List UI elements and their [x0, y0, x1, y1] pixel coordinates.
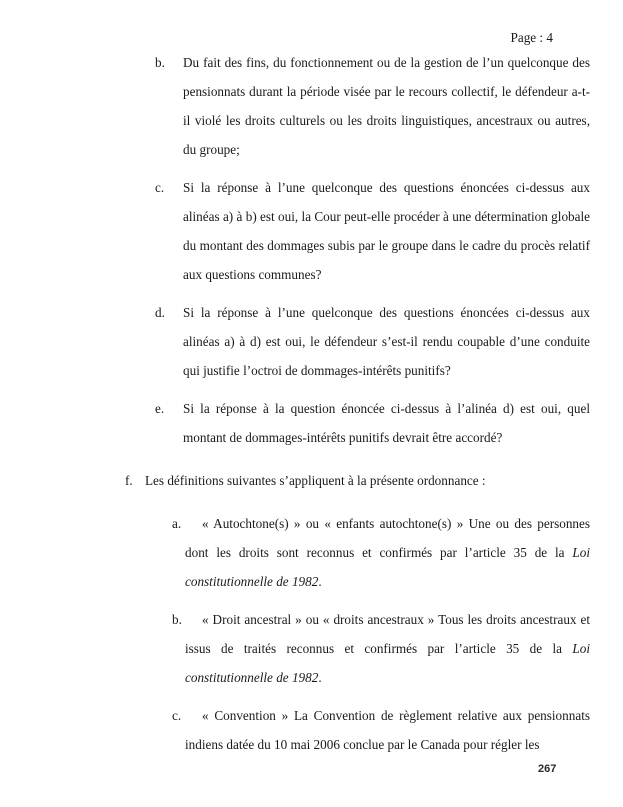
list-marker: c.	[172, 708, 182, 723]
question-item-d	[155, 298, 590, 385]
paragraph-text: Si la réponse à l’une quelconque des questions énoncées ci-dessus aux alinéas a) à b) est oui, la Cour peut-elle procéder à une détermination globale du montant des dommages subis par le groupe dans le cadre du procès relatif aux questions communes?	[183, 180, 590, 282]
paragraph-text: Si la réponse à l’une quelconque des questions énoncées ci-dessus aux alinéas a) à d) est oui, le défendeur s’est-il rendu coupable d’une conduite qui justifie l’octroi de dommages-intérêts punitifs?	[183, 305, 590, 378]
definition-item-b	[172, 605, 590, 692]
list-marker: d.	[155, 305, 165, 320]
footer-page-number: 267	[538, 763, 557, 775]
definition-item-c	[172, 701, 590, 759]
document-body	[0, 48, 623, 768]
paragraph-text: « Autochtone(s) » ou « enfants autochtone(s) » Une ou des personnes dont les droits sont reconnus et confirmés par l’article 35 de la	[185, 516, 590, 560]
list-marker: f.	[125, 473, 133, 488]
question-item-e	[155, 394, 590, 452]
paragraph-text: Les définitions suivantes s’appliquent à la présente ordonnance :	[145, 473, 486, 488]
paragraph-text: « Droit ancestral » ou « droits ancestraux » Tous les droits ancestraux et issus de traités reconnus et confirmés par l’article 35 de la	[185, 612, 590, 656]
paragraph-text: Du fait des fins, du fonctionnement ou de la gestion de l’un quelconque des pensionnats durant la période visée par le recours collectif, le défendeur a-t-il violé les droits culturels ou les droits linguistiques, ancestraux ou autres, du groupe;	[183, 55, 590, 157]
paragraph-text-after: .	[318, 670, 322, 685]
paragraph-text: Si la réponse à la question énoncée ci-dessus à l’alinéa d) est oui, quel montant de dommages-intérêts punitifs devrait être accordé?	[183, 401, 590, 445]
list-marker: b.	[172, 612, 182, 627]
paragraph-text: « Convention » La Convention de règlement relative aux pensionnats indiens datée du 10 mai 2006 conclue par le Canada pour régler les	[185, 708, 590, 752]
italic-law-title: Loi constitutionnelle de 1982	[185, 545, 590, 589]
definitions-intro-item-f	[125, 466, 590, 495]
list-marker: c.	[155, 180, 165, 195]
italic-law-title: Loi constitutionnelle de 1982	[185, 641, 590, 685]
header-page-label: Page : 4	[510, 30, 553, 45]
definition-item-a	[172, 509, 590, 596]
list-marker: a.	[172, 516, 182, 531]
question-item-b	[155, 48, 590, 164]
question-item-c	[155, 173, 590, 289]
list-marker: e.	[155, 401, 165, 416]
list-marker: b.	[155, 55, 165, 70]
paragraph-text-after: .	[318, 574, 322, 589]
